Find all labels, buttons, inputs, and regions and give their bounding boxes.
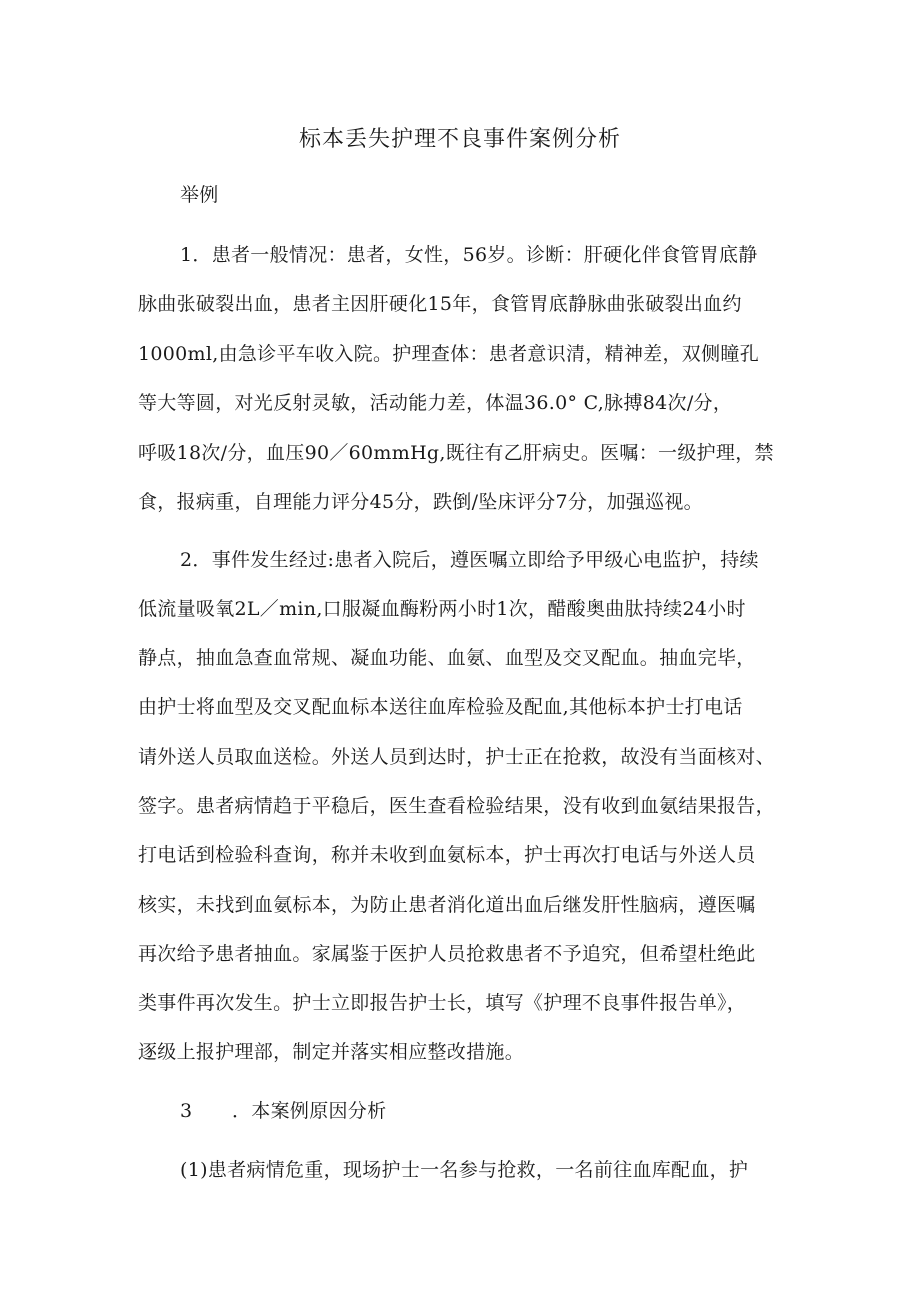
paragraph-line: 打电话到检验科查询，称并未收到血氨标本，护士再次打电话与外送人员 — [138, 844, 756, 866]
paragraph-line: 食，报病重，自理能力评分45分，跌倒/坠床评分7分，加强巡视。 — [138, 491, 703, 513]
paragraph-line: 核实，未找到血氨标本，为防止患者消化道出血后继发肝性脑病，遵医嘱 — [138, 894, 756, 916]
paragraph-line: 签字。患者病情趋于平稳后，医生查看检验结果，没有收到血氨结果报告， — [138, 795, 775, 817]
paragraph-line: 呼吸18次/分，血压90／60mmHg,既往有乙肝病史。医嘱：一级护理，禁 — [138, 442, 774, 464]
paragraph-line: 逐级上报护理部，制定并落实相应整改措施。 — [138, 1041, 525, 1063]
section-heading-example: 举例 — [180, 184, 219, 206]
paragraph-line: 类事件再次发生。护士立即报告护士长，填写《护理不良事件报告单》， — [138, 992, 747, 1014]
document-title: 标本丢失护理不良事件案例分析 — [298, 127, 621, 152]
paragraph-line: (1)患者病情危重，现场护士一名参与抢救，一名前往血库配血，护 — [180, 1159, 749, 1181]
section-heading-cause-analysis: ．本案例原因分析 — [232, 1100, 387, 1122]
paragraph-line: 请外送人员取血送检。外送人员到达时，护士正在抢救，故没有当面核对、 — [138, 746, 775, 768]
paragraph-line: 2．事件发生经过:患者入院后，遵医嘱立即给予甲级心电监护，持续 — [180, 549, 759, 571]
section-number: 3 — [180, 1100, 193, 1122]
paragraph-line: 脉曲张破裂出血，患者主因肝硬化15年，食管胃底静脉曲张破裂出血约 — [138, 293, 742, 315]
paragraph-line: 由护士将血型及交叉配血标本送往血库检验及配血,其他标本护士打电话 — [138, 696, 743, 718]
paragraph-line: 1000ml,由急诊平车收入院。护理查体：患者意识清，精神差，双侧瞳孔 — [138, 343, 759, 365]
paragraph-line: 再次给予患者抽血。家属鉴于医护人员抢救患者不予追究，但希望杜绝此 — [138, 943, 756, 965]
paragraph-line: 低流量吸氧2L／min,口服凝血酶粉两小时1次，醋酸奥曲肽持续24小时 — [138, 598, 746, 620]
paragraph-line: 等大等圆，对光反射灵敏，活动能力差，体温36.0° C,脉搏84次/分， — [138, 392, 733, 414]
paragraph-line: 1．患者一般情况：患者，女性，56岁。诊断：肝硬化伴食管胃底静 — [180, 244, 758, 266]
paragraph-line: 静点，抽血急查血常规、凝血功能、血氨、血型及交叉配血。抽血完毕， — [138, 647, 756, 669]
